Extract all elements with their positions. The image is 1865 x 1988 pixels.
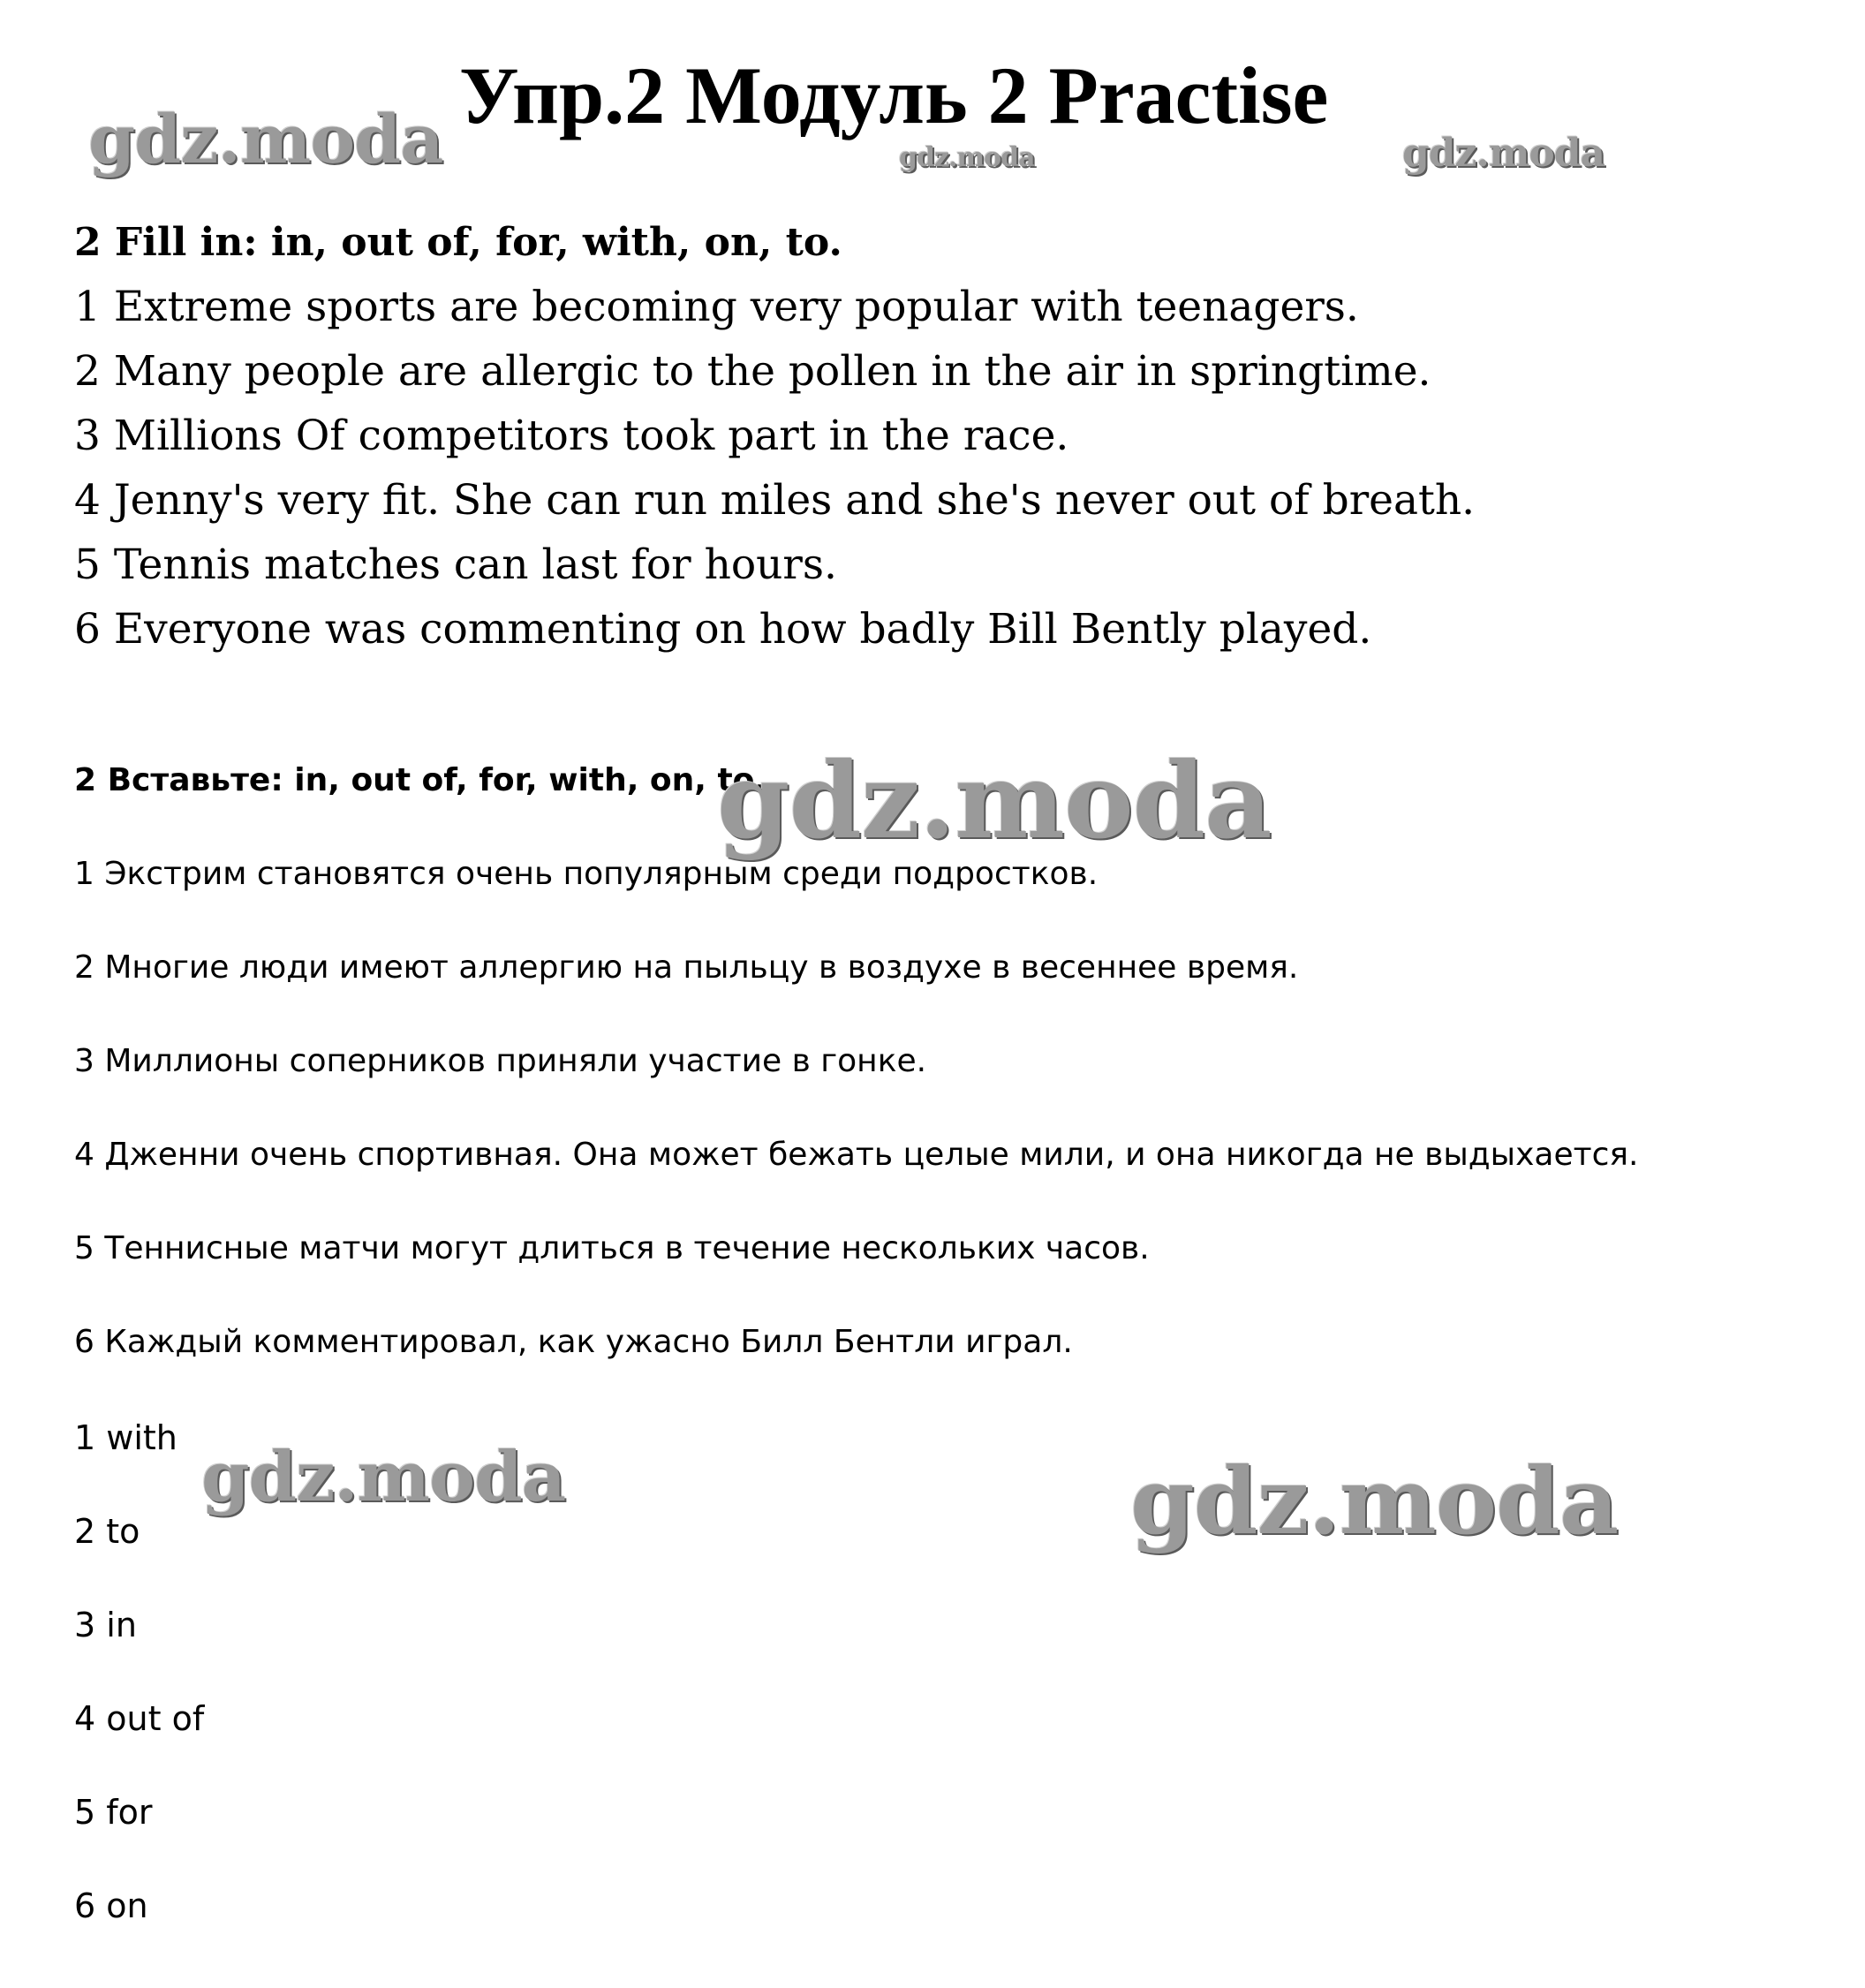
watermark-logo: gdz.moda	[717, 739, 1272, 862]
answer-item: 2 to	[74, 1512, 140, 1551]
russian-sentence: 6 Каждый комментировал, как ужасно Билл Бентли играл.	[74, 1324, 1073, 1360]
russian-sentence: 5 Теннисные матчи могут длиться в течение нескольких часов.	[74, 1230, 1150, 1266]
answer-item: 3 in	[74, 1606, 137, 1644]
answer-item: 4 out of	[74, 1699, 205, 1738]
answer-item: 1 with	[74, 1418, 177, 1457]
english-sentence: 3 Millions Of competitors took part in the race.	[74, 412, 1069, 460]
english-sentence: 6 Everyone was commenting on how badly Bill Bently played.	[74, 605, 1372, 654]
answer-list	[74, 1415, 204, 1977]
russian-sentence: 4 Дженни очень спортивная. Она может бежать целые мили, и она никогда не выдыхается.	[74, 1137, 1639, 1173]
english-exercise-heading: 2 Fill in: in, out of, for, with, on, to.	[74, 220, 842, 265]
russian-sentence: 3 Миллионы соперников приняли участие в гонке.	[74, 1043, 927, 1079]
watermark-logo: gdz.moda	[1402, 131, 1605, 176]
english-sentence: 5 Tennis matches can last for hours.	[74, 540, 837, 589]
watermark-logo: gdz.moda	[88, 100, 443, 178]
russian-sentence: 2 Многие люди имеют аллергию на пыльцу в воздухе в весеннее время.	[74, 949, 1299, 986]
watermark-logo: gdz.moda	[201, 1437, 566, 1517]
answer-item: 5 for	[74, 1793, 153, 1832]
russian-translation	[74, 851, 1638, 1413]
english-sentence: 4 Jenny's very fit. She can run miles and she's never out of breath.	[74, 476, 1476, 525]
english-sentence: 2 Many people are allergic to the pollen in the air in springtime.	[74, 347, 1431, 396]
russian-sentence: 1 Экстрим становятся очень популярным среди подростков.	[74, 856, 1099, 892]
answer-item: 6 on	[74, 1886, 148, 1925]
russian-exercise-heading: 2 Вставьте: in, out of, for, with, on, to.	[74, 762, 767, 798]
watermark-logo: gdz.moda	[899, 142, 1035, 173]
watermark-logo: gdz.moda	[1130, 1447, 1619, 1555]
page-title: Упр.2 Модуль 2 Practise	[459, 50, 1329, 140]
english-exercise	[74, 210, 1475, 661]
english-sentence: 1 Extreme sports are becoming very popular with teenagers.	[74, 283, 1359, 331]
